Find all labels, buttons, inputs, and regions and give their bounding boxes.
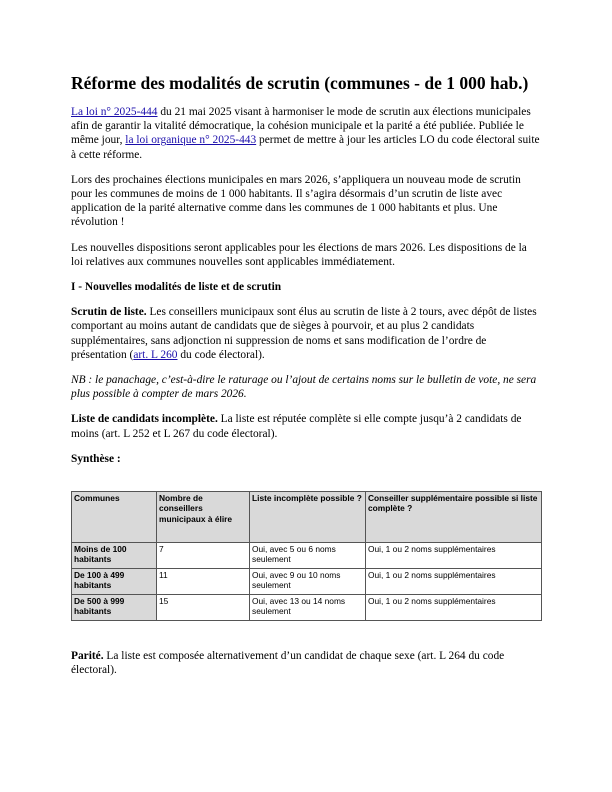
cell-nombre: 15 <box>157 595 250 621</box>
section-heading: I - Nouvelles modalités de liste et de scrutin <box>71 281 282 294</box>
page-title: Réforme des modalités de scrutin (communes - de 1 000 hab.) <box>71 73 529 93</box>
paragraph-dispositions: Les nouvelles dispositions seront applicables pour les élections de mars 2026. Les dispositions de la loi relatives aux communes nouvelles sont applicables immédiatement. <box>71 241 527 268</box>
liste-paragraph <box>71 412 541 440</box>
scrutin-text: Les conseillers municipaux sont élus au scrutin de liste à 2 tours, avec dépôt de listes comportant au moins autant de candidats que de sièges à pourvoir, et au plus 2 candidats supplémentaires, sans adjonction ni suppression de noms et sans modification de l’ordre de présentation ( <box>71 306 537 361</box>
cell-communes: De 500 à 999 habitants <box>72 595 157 621</box>
parite-label: Parité. <box>71 650 104 663</box>
intro-paragraph <box>71 105 541 162</box>
liste-text: La liste est réputée complète si elle compte jusqu’à 2 candidats de moins (art. L 252 et L 267 du code électoral). <box>71 413 522 440</box>
table-row <box>72 595 542 621</box>
cell-incomplete: Oui, avec 5 ou 6 noms seulement <box>250 543 366 569</box>
scrutin-text-end: du code électoral). <box>177 348 265 361</box>
document-page <box>71 72 541 677</box>
header-communes: Communes <box>72 492 157 543</box>
table-row <box>72 569 542 595</box>
header-nombre-conseillers: Nombre de conseillers municipaux à élire <box>157 492 250 543</box>
art-l260-link[interactable]: art. L 260 <box>133 348 178 361</box>
parite-text: La liste est composée alternativement d’un candidat de chaque sexe (art. L 264 du code électoral). <box>71 650 505 677</box>
header-liste-incomplete: Liste incomplète possible ? <box>250 492 366 543</box>
intro-text-1: du 21 mai 2025 visant à harmoniser le mode de scrutin aux élections municipales afin de garantir la vitalité démocratique, la cohésion municipale et la parité a été publiée. Publiée le même jour, <box>71 106 531 147</box>
cell-incomplete: Oui, avec 9 ou 10 noms seulement <box>250 569 366 595</box>
intro-text-2: permet de mettre à jour les articles LO du code électoral suite à cette réforme. <box>71 134 540 161</box>
cell-supplementaire: Oui, 1 ou 2 noms supplémentaires <box>366 543 542 569</box>
table-row <box>72 543 542 569</box>
cell-supplementaire: Oui, 1 ou 2 noms supplémentaires <box>366 595 542 621</box>
cell-communes: De 100 à 499 habitants <box>72 569 157 595</box>
parite-paragraph <box>71 649 541 677</box>
header-conseiller-supplementaire: Conseiller supplémentaire possible si liste complète ? <box>366 492 542 543</box>
table-header-row <box>72 492 542 543</box>
loi-organique-link[interactable]: la loi organique n° 2025-443 <box>125 134 257 147</box>
synthese-table <box>71 491 542 621</box>
synthese-heading: Synthèse : <box>71 452 121 465</box>
cell-communes: Moins de 100 habitants <box>72 543 157 569</box>
cell-incomplete: Oui, avec 13 ou 14 noms seulement <box>250 595 366 621</box>
paragraph-elections-2026: Lors des prochaines élections municipales en mars 2026, s’appliquera un nouveau mode de scrutin pour les communes de moins de 1 000 habitants. Il s’agira désormais d’un scrutin de liste avec application de la parité alternative comme dans les communes de 1 000 habitants et plus. Une révolution ! <box>71 173 521 229</box>
scrutin-paragraph <box>71 305 541 362</box>
nb-note: NB : le panachage, c’est-à-dire le raturage ou l’ajout de certains noms sur le bulletin de vote, ne sera plus possible à compter de mars 2026. <box>71 374 537 401</box>
cell-nombre: 11 <box>157 569 250 595</box>
loi-2025-444-link[interactable]: La loi n° 2025-444 <box>71 106 158 118</box>
cell-nombre: 7 <box>157 543 250 569</box>
cell-supplementaire: Oui, 1 ou 2 noms supplémentaires <box>366 569 542 595</box>
scrutin-label: Scrutin de liste. <box>71 306 147 319</box>
liste-label: Liste de candidats incomplète. <box>71 413 218 426</box>
